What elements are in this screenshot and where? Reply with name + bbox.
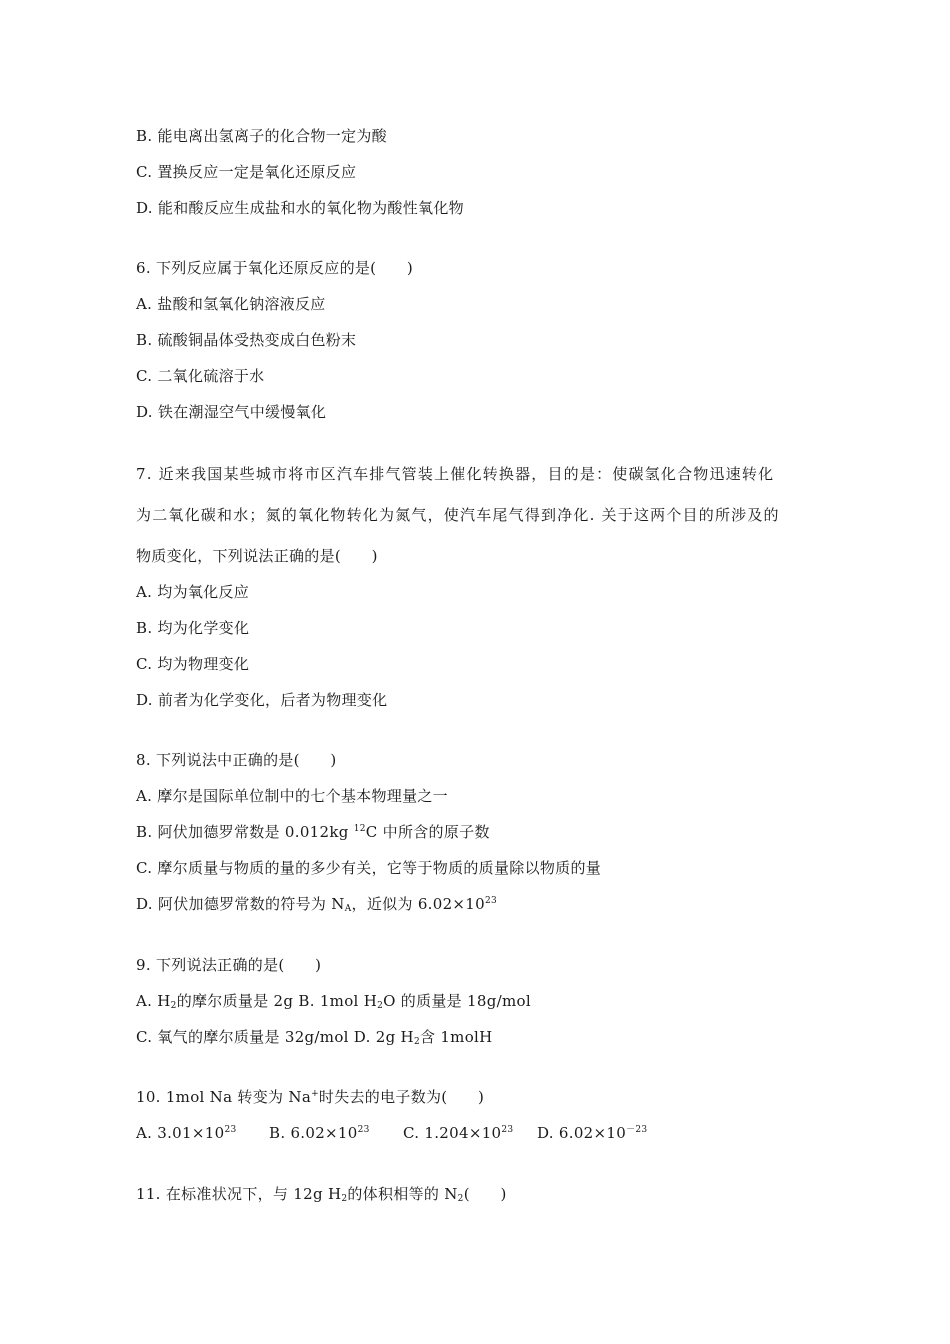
q6-option-b: B. 硫酸铜晶体受热变成白色粉末 [136, 331, 357, 349]
q8-option-d: D. 阿伏加德罗常数的符号为 $N_A$，近似为 $6.02\times 10^{23}$ [136, 895, 498, 914]
q8-option-c: C. 摩尔质量与物质的量的多少有关，它等于物质的质量除以物质的量 [136, 859, 602, 877]
q10-options [136, 1123, 647, 1143]
q10-option-d: D. $6.02\times 10^{-23}$ [537, 1124, 648, 1142]
q11-stem: 11. 在标准状况下，与 12g $H_2$的体积相等的 $N_2$( ) [136, 1185, 507, 1204]
q6-option-c: C. 二氧化硫溶于水 [136, 367, 265, 385]
q8-option-a: A. 摩尔是国际单位制中的七个基本物理量之一 [136, 787, 448, 805]
q5-option-b: B. 能电离出氢离子的化合物一定为酸 [136, 127, 387, 145]
q10-stem: 10. 1mol Na 转变为 Na+时失去的电子数为( ) [136, 1088, 485, 1106]
q10-option-a: A. $3.01\times 10^{23}$ [136, 1124, 237, 1142]
q7-option-d: D. 前者为化学变化，后者为物理变化 [136, 691, 388, 709]
q6-option-d: D. 铁在潮湿空气中缓慢氧化 [136, 403, 327, 421]
q8-stem: 8. 下列说法中正确的是( ) [136, 751, 337, 769]
isotope-mass-number: 12 [353, 824, 366, 834]
q7-stem-line-3: 物质变化，下列说法正确的是( ) [136, 547, 378, 565]
q5-option-d: D. 能和酸反应生成盐和水的氧化物为酸性氧化物 [136, 199, 464, 217]
q10-option-c: C. $1.204\times 10^{23}$ [403, 1124, 514, 1142]
q7-stem-line-1: 7. 近来我国某些城市将市区汽车排气管装上催化转换器，目的是：使碳氢化合物迅速转化 [136, 465, 775, 483]
q6-stem: 6. 下列反应属于氧化还原反应的是( ) [136, 259, 414, 277]
q10-option-b: B. $6.02\times 10^{23}$ [269, 1124, 370, 1142]
q7-option-b: B. 均为化学变化 [136, 619, 250, 637]
q7-option-c: C. 均为物理变化 [136, 655, 250, 673]
q7-option-a: A. 均为氧化反应 [136, 583, 250, 601]
q9-options-ab: A. $H_2$的摩尔质量是 2g B. 1mol $H_2O$ 的质量是 18g/mol [136, 992, 531, 1011]
q9-options-cd: C. 氧气的摩尔质量是 32g/mol D. 2g $H_2$含 1molH [136, 1028, 493, 1047]
q5-option-c: C. 置换反应一定是氧化还原反应 [136, 163, 357, 181]
q7-stem-line-2: 为二氧化碳和水；氮的氧化物转化为氮气，使汽车尾气得到净化. 关于这两个目的所涉及的 [136, 506, 780, 524]
q8-option-b: B. 阿伏加德罗常数是 0.012kg $^{12}$C 中所含的原子数 [136, 823, 490, 841]
q6-option-a: A. 盐酸和氢氧化钠溶液反应 [136, 295, 326, 313]
q9-stem: 9. 下列说法正确的是( ) [136, 956, 322, 974]
